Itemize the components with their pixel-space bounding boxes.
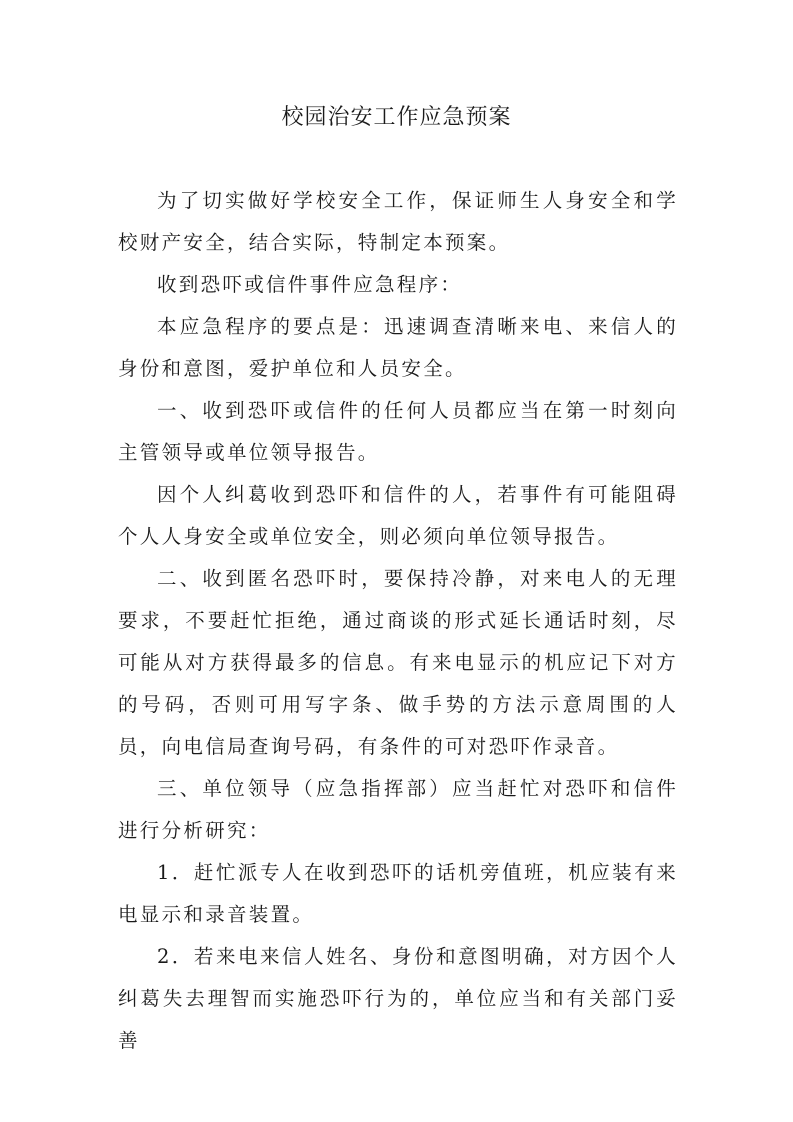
paragraph-section-3: 三、单位领导（应急指挥部）应当赶忙对恐吓和信件进行分析研究： xyxy=(118,777,678,842)
paragraph-item-2: 2．若来电来信人姓名、身份和意图明确，对方因个人纠葛失去理智而实施恐吓行为的，单位应当和有关部门妥善 xyxy=(118,945,678,1052)
document-title: 校园治安工作应急预案 xyxy=(281,105,512,130)
paragraph-key-points: 本应急程序的要点是：迅速调查清晰来电、来信人的身份和意图，爱护单位和人员安全。 xyxy=(118,315,678,380)
paragraph-procedure-heading: 收到恐吓或信件事件应急程序： xyxy=(157,273,463,296)
document-body xyxy=(118,180,678,1062)
paragraph-intro: 为了切实做好学校安全工作，保证师生人身安全和学校财产安全，结合实际，特制定本预案。 xyxy=(118,189,678,254)
paragraph-item-1: 1．赶忙派专人在收到恐吓的话机旁值班，机应装有来电显示和录音装置。 xyxy=(118,861,678,926)
paragraph-section-1: 一、收到恐吓或信件的任何人员都应当在第一时刻向主管领导或单位领导报告。 xyxy=(118,399,678,464)
paragraph-section-2: 二、收到匿名恐吓时，要保持冷静，对来电人的无理要求，不要赶忙拒绝，通过商谈的形式延长通话时刻，尽可能从对方获得最多的信息。有来电显示的机应记下对方的号码，否则可用写字条、做手势的方法示意周围的人员，向电信局查询号码，有条件的可对恐吓作录音。 xyxy=(118,567,678,758)
paragraph-personal-dispute: 因个人纠葛收到恐吓和信件的人，若事件有可能阻碍个人人身安全或单位安全，则必须向单位领导报告。 xyxy=(118,483,678,548)
